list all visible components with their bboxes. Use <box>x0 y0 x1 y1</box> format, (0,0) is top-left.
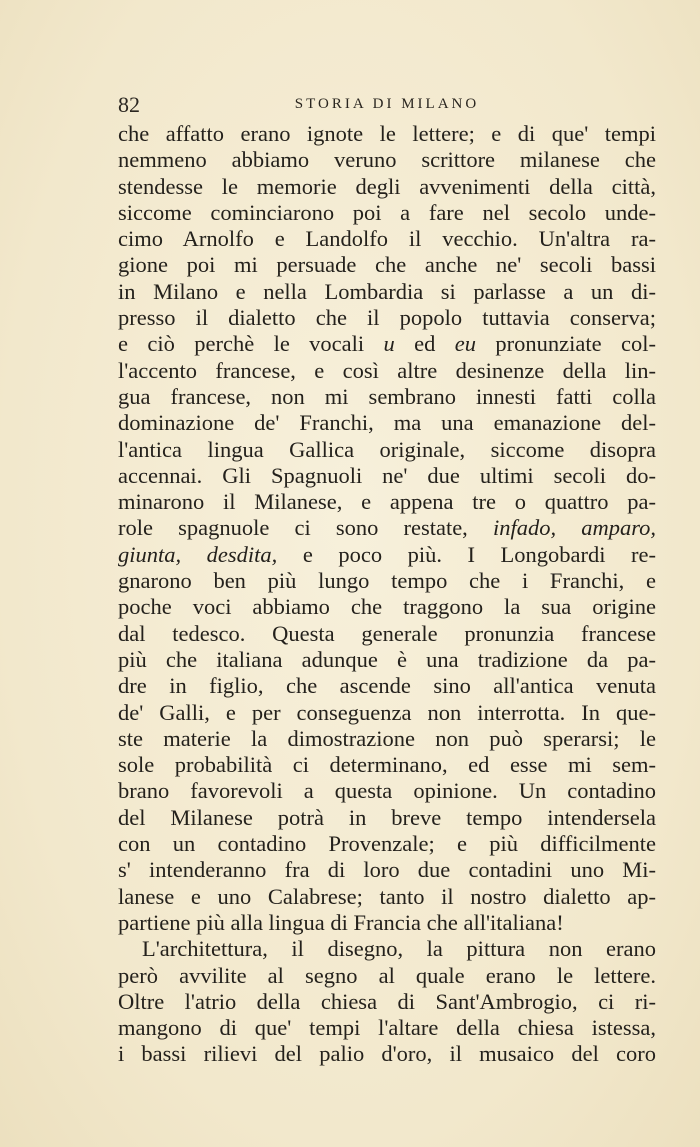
text-line: siccome cominciarono poi a fare nel secolo unde- <box>118 199 656 225</box>
italic-word-giunta: giunta, <box>118 541 182 567</box>
text-line: brano favorevoli a questa opinione. Un contadino <box>118 778 656 804</box>
page-number: 82 <box>118 92 140 117</box>
italic-word-amparo: amparo, <box>581 515 657 541</box>
text-line: sole probabilità ci determinano, ed esse mi sem- <box>118 752 656 778</box>
text-segment <box>556 515 581 540</box>
text-segment: role spagnuole ci sono restate, <box>118 515 493 541</box>
page-header <box>118 92 656 120</box>
text-line: partiene più alla lingua di Francia che all'italiana! <box>118 909 564 935</box>
text-line-with-italics <box>118 542 656 568</box>
running-title: STORIA DI MILANO <box>294 96 480 112</box>
paragraph-first-line: L'architettura, il disegno, la pittura non erano <box>142 936 656 962</box>
text-line: però avvilite al segno al quale erano le lettere. <box>118 962 656 988</box>
italic-word-infado: infado, <box>492 515 557 541</box>
text-line: ste materie la dimostrazione non può sperarsi; le <box>118 725 656 751</box>
text-line: gione poi mi persuade che anche ne' secoli bassi <box>118 252 656 278</box>
text-line: gua francese, non mi sembrano innesti fatti colla <box>118 383 656 409</box>
italic-vowel-u: u <box>383 331 395 357</box>
text-segment: ed <box>394 331 455 357</box>
text-line: i bassi rilievi del palio d'oro, il musaico del coro <box>118 1041 656 1067</box>
text-line: più che italiana adunque è una tradizione da pa- <box>118 646 656 672</box>
italic-vowel-eu: eu <box>454 331 477 357</box>
text-line: nemmeno abbiamo veruno scrittore milanese che <box>118 147 656 173</box>
text-line: gnarono ben più lungo tempo che i Franchi, e <box>118 568 656 594</box>
text-line: con un contadino Provenzale; e più difficilmente <box>118 831 656 857</box>
text-line: poche voci abbiamo che traggono la sua origine <box>118 594 656 620</box>
text-line: dal tedesco. Questa generale pronunzia francese <box>118 620 656 646</box>
text-line-with-italics <box>118 515 656 541</box>
text-line: stendesse le memorie degli avvenimenti della città, <box>118 173 656 199</box>
italic-word-desdita: desdita, <box>206 541 278 567</box>
text-line: dre in figlio, che ascende sino all'antica venuta <box>118 673 656 699</box>
text-line: de' Galli, e per conseguenza non interrotta. In que- <box>118 699 656 725</box>
text-line-with-italics <box>118 331 656 357</box>
text-line: minarono il Milanese, e appena tre o quattro pa- <box>118 489 656 515</box>
text-line: lanese e uno Calabrese; tanto il nostro dialetto ap- <box>118 883 656 909</box>
text-line: l'antica lingua Gallica originale, siccome disopra <box>118 436 656 462</box>
text-line: in Milano e nella Lombardia si parlasse a un di- <box>118 278 656 304</box>
text-line: Oltre l'atrio della chiesa di Sant'Ambrogio, ci ri- <box>118 988 656 1014</box>
text-line: che affatto erano ignote le lettere; e di que' tempi <box>118 121 656 146</box>
body-text <box>118 121 656 1068</box>
text-line: s' intenderanno fra di loro due contadini uno Mi- <box>118 857 656 883</box>
text-segment: pronunziate col- <box>476 331 656 357</box>
text-line: dominazione de' Franchi, ma una emanazione del- <box>118 410 656 436</box>
text-segment <box>181 542 207 567</box>
text-line: presso il dialetto che il popolo tuttavia conserva; <box>118 305 656 331</box>
text-segment: e ciò perchè le vocali <box>118 331 384 357</box>
text-line: accennai. Gli Spagnuoli ne' due ultimi secoli do- <box>118 462 656 488</box>
text-line: cimo Arnolfo e Landolfo il vecchio. Un'altra ra- <box>118 226 656 252</box>
text-segment: e poco più. I Longobardi re- <box>277 541 656 567</box>
text-line: del Milanese potrà in breve tempo intendersela <box>118 804 656 830</box>
text-line: mangono di que' tempi l'altare della chiesa istessa, <box>118 1015 656 1041</box>
text-line: l'accento francese, e così altre desinenze della lin- <box>118 357 656 383</box>
